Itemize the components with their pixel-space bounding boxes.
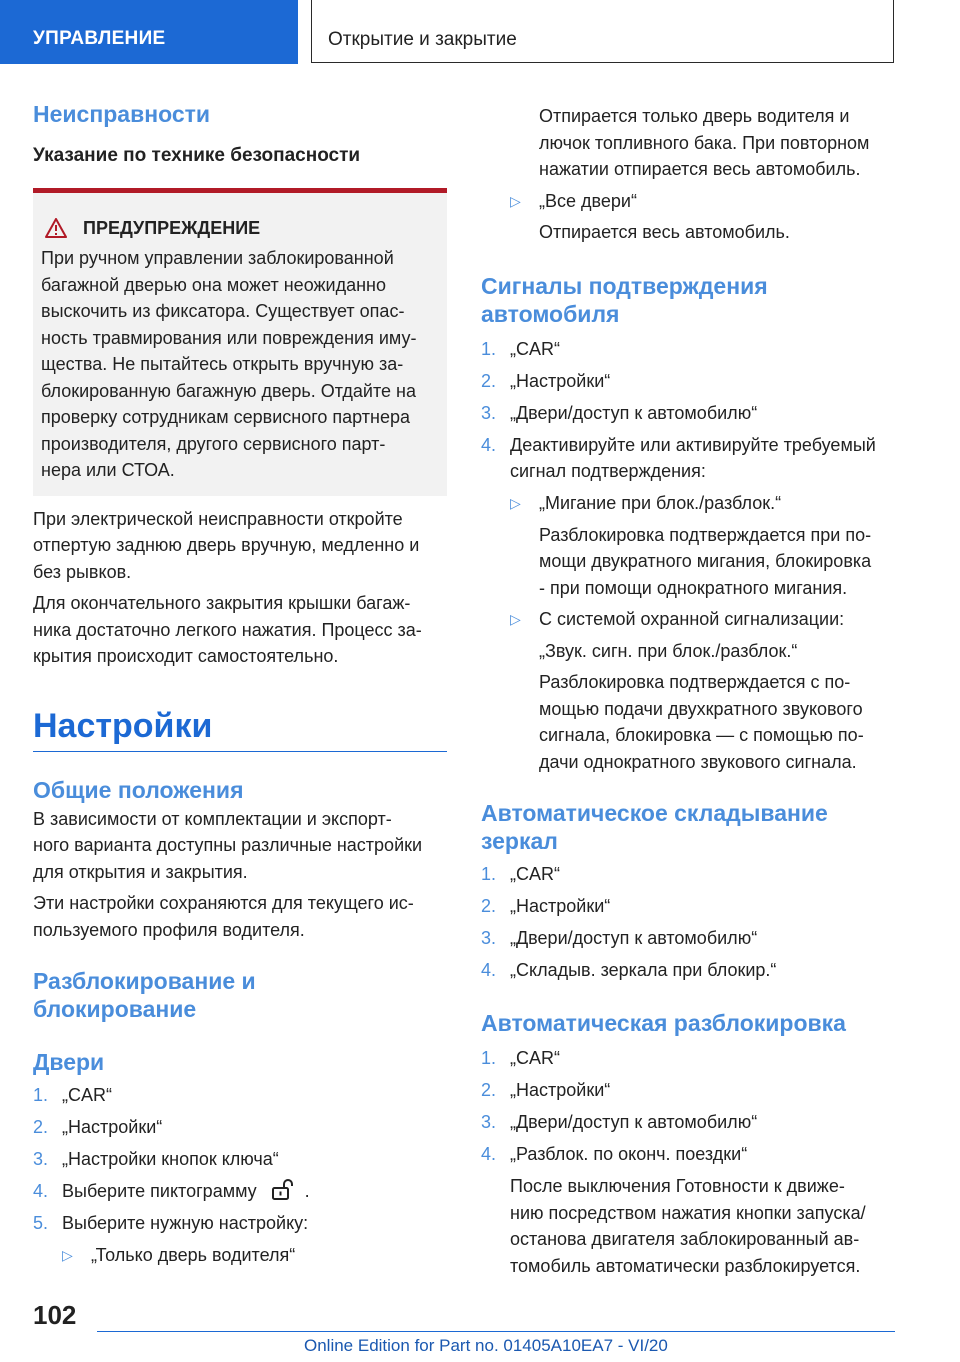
confirm-heading-line: Сигналы подтверждения — [481, 272, 768, 299]
warning-line: ность травмирования или повреждения иму- — [41, 327, 417, 348]
section-title: УПРАВЛЕНИЕ — [33, 28, 166, 49]
right-column — [481, 100, 901, 1279]
warning-triangle-icon — [45, 218, 67, 238]
list-item: 2. „Настройки“ — [481, 1080, 611, 1100]
body-line: В зависимости от комплектации и экспорт- — [33, 808, 392, 829]
body-line: отпертую заднюю дверь вручную, медленно и — [33, 535, 420, 555]
confirm-heading-line: автомобиля — [481, 300, 620, 327]
warning-line: При ручном управлении заблокированной — [41, 248, 394, 268]
mirror-heading-line: Автоматическое складывание — [481, 800, 828, 826]
list-item: 3. „Двери/доступ к автомобилю“ — [481, 1112, 758, 1132]
warning-title-row — [45, 215, 435, 241]
body-line: пользуемого профиля водителя. — [33, 919, 305, 940]
list-item: 1. „CAR“ — [33, 1085, 112, 1105]
option-desc: Отпирается только дверь водителя и лючок топливного бака. При повторном нажатии отпирается весь автомобиль. — [539, 106, 870, 179]
mirror-steps — [481, 861, 901, 984]
warning-line: щества. Не пытайтесь открыть вручную за- — [41, 354, 404, 374]
auto-unlock-steps — [481, 1045, 901, 1168]
warning-line: нера или СТОА. — [41, 460, 175, 480]
chapter-title: Открытие и закрытие — [328, 29, 517, 50]
list-item: 1. „CAR“ — [481, 864, 560, 884]
safety-heading: Указание по технике безопасности — [33, 145, 361, 166]
list-item: 1. „CAR“ — [481, 338, 560, 359]
body-line: без рывков. — [33, 561, 132, 582]
warning-box — [33, 188, 447, 496]
option-desc: Отпирается весь автомобиль. — [539, 222, 790, 242]
lock-heading-line: Разблокирование и — [33, 968, 256, 994]
list-item: 4. „Разблок. по оконч. поездки“ — [481, 1144, 748, 1164]
body-line: для открытия и закрытия. — [33, 861, 248, 882]
option-item: ▷ С системой охранной сигнализации: — [510, 609, 845, 629]
doors-steps — [33, 1082, 447, 1237]
doors-heading: Двери — [33, 1049, 105, 1075]
option-desc: „Звук. сигн. при блок./разблок.“ Разблокировка подтверждается с по- мощью подачи двухкратного звукового сигнала, блокировка — с помощью по- дачи однократного звукового сигнала. — [539, 640, 864, 772]
lock-heading-line: блокирование — [33, 996, 197, 1022]
body-line: Эти настройки сохраняются для текущего ис- — [33, 893, 414, 913]
list-item: 4. Выберите пиктограмму . — [33, 1178, 447, 1205]
settings-heading: Настройки — [33, 706, 213, 745]
left-column — [33, 100, 447, 1269]
list-item: 3. „Настройки кнопок ключа“ — [33, 1149, 279, 1169]
body-line: ного варианта доступны различные настройки — [33, 835, 423, 855]
list-item: 2. „Настройки“ — [33, 1117, 163, 1137]
list-item: 4. „Складыв. зеркала при блокир.“ — [481, 960, 777, 980]
page-number: 102 — [33, 1300, 77, 1330]
list-item: 2. „Настройки“ — [481, 370, 611, 391]
mirror-heading-line: зеркал — [481, 828, 558, 854]
auto-unlock-heading: Автоматическая разблокировка — [481, 1010, 846, 1036]
list-item: 1. „CAR“ — [481, 1048, 560, 1068]
list-item: 4. Деактивируйте или активируйте требуемый сигнал подтверждения: — [481, 434, 876, 481]
confirm-steps — [481, 336, 901, 485]
body-line: При электрической неисправности откройте — [33, 508, 403, 529]
option-item: ▷ „Все двери“ — [510, 190, 637, 211]
warning-line: блокированную багажную дверь. Отдайте на — [41, 380, 416, 401]
unlock-icon — [269, 1178, 295, 1202]
warning-line: производителя, другого сервисного парт- — [41, 433, 386, 454]
list-item: 2. „Настройки“ — [481, 896, 611, 916]
warning-line: багажной дверью она может неожиданно — [41, 274, 387, 295]
body-line: крытия происходит самостоятельно. — [33, 646, 339, 666]
section-tab — [0, 0, 298, 64]
option-item: ▷ „Только дверь водителя“ — [62, 1245, 296, 1265]
footer-rule — [97, 1331, 895, 1332]
chapter-tab — [311, 0, 894, 63]
list-item: 3. „Двери/доступ к автомобилю“ — [481, 928, 758, 948]
option-desc: Разблокировка подтверждается при по- мощи двукратного мигания, блокировка - при помощи однократного мигания. — [539, 524, 872, 598]
warning-line: выскочить из фиксатора. Существует опас- — [41, 301, 405, 321]
auto-unlock-desc: После выключения Готовности к движе- нию посредством нажатия кнопки запуска/ останова двигателя заблокированный ав- томобиль автоматически разблокируется. — [510, 1176, 866, 1276]
warning-line: проверку сотрудникам сервисного партнера — [41, 407, 411, 427]
body-line: ника достаточно легкого нажатия. Процесс за- — [33, 619, 422, 640]
malfunctions-heading: Неисправности — [33, 101, 211, 127]
option-item: ▷ „Мигание при блок./разблок.“ — [510, 493, 782, 513]
footer-edition: Online Edition for Part no. 01405A10EA7 - VI/20 — [304, 1336, 668, 1355]
body-line: Для окончательного закрытия крышки багаж- — [33, 593, 411, 613]
list-item: 3. „Двери/доступ к автомобилю“ — [481, 402, 758, 423]
general-heading: Общие положения — [33, 776, 244, 803]
warning-title: ПРЕДУПРЕЖДЕНИЕ — [83, 218, 261, 238]
list-item: 5. Выберите нужную настройку: — [33, 1213, 309, 1233]
